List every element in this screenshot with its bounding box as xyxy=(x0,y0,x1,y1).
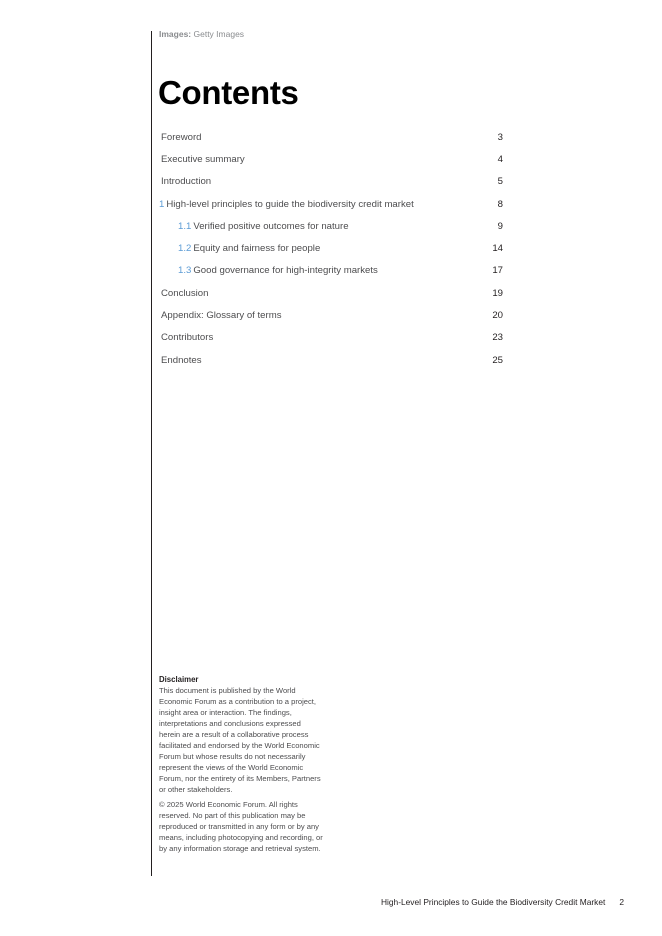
toc-item-number: 1.1 xyxy=(178,220,192,232)
toc-item-label xyxy=(159,221,473,232)
toc-item-label xyxy=(159,154,473,165)
toc-item-text: Conclusion xyxy=(161,287,209,299)
toc-item-text: Executive summary xyxy=(161,153,245,165)
toc-item-label xyxy=(159,310,473,321)
toc-item-appendix[interactable] xyxy=(159,304,503,326)
toc-item-text: Endnotes xyxy=(161,354,202,366)
toc-item-executive-summary[interactable] xyxy=(159,148,503,170)
toc-item-text: Verified positive outcomes for nature xyxy=(193,220,349,232)
table-of-contents xyxy=(159,126,503,371)
toc-item-verified-positive-outcomes[interactable] xyxy=(159,215,503,237)
toc-item-label xyxy=(159,199,473,210)
image-credit xyxy=(159,29,244,39)
toc-item-equity-and-fairness[interactable] xyxy=(159,237,503,259)
toc-item-good-governance[interactable] xyxy=(159,260,503,282)
toc-item-page: 14 xyxy=(492,243,503,255)
toc-item-label xyxy=(159,265,473,276)
disclaimer xyxy=(159,674,324,858)
toc-item-number: 1.3 xyxy=(178,265,192,277)
page-title: Contents xyxy=(158,74,299,111)
toc-item-label xyxy=(159,243,473,254)
toc-item-page: 4 xyxy=(497,153,503,165)
footer-page-number: 2 xyxy=(619,897,624,907)
toc-item-introduction[interactable] xyxy=(159,171,503,193)
image-credit-value: Getty Images xyxy=(193,29,245,39)
vertical-rule xyxy=(151,31,152,876)
toc-item-page: 5 xyxy=(497,176,503,188)
page-footer xyxy=(330,897,624,907)
image-credit-label: Images: xyxy=(159,29,192,39)
toc-item-label xyxy=(159,176,473,187)
toc-item-high-level-principles[interactable] xyxy=(159,193,503,215)
toc-item-endnotes[interactable] xyxy=(159,349,503,371)
disclaimer-body: This document is published by the World Economic Forum as a contribution to a project, insight area or interaction. The findings, interpretations and conclusions expressed herein are a result of a collaborative process facilitated and endorsed by the World Economic Forum but whose results do not necessarily represent the views of the World Economic Forum, nor the entirety of its Members, Partners or other stakeholders. xyxy=(159,686,321,794)
toc-item-page: 20 xyxy=(492,310,503,322)
toc-item-text: Introduction xyxy=(161,176,212,188)
footer-title: High-Level Principles to Guide the Biodiversity Credit Market xyxy=(380,897,606,907)
toc-item-page: 17 xyxy=(492,265,503,277)
disclaimer-heading: Disclaimer xyxy=(159,675,199,684)
toc-item-page: 9 xyxy=(497,220,503,232)
toc-item-label xyxy=(159,355,473,366)
toc-item-label xyxy=(159,288,473,299)
toc-item-label xyxy=(159,132,473,143)
toc-item-page: 19 xyxy=(492,287,503,299)
toc-item-text: Appendix: Glossary of terms xyxy=(161,310,282,322)
toc-item-conclusion[interactable] xyxy=(159,282,503,304)
toc-item-number: 1.2 xyxy=(178,243,192,255)
toc-item-label xyxy=(159,332,473,343)
toc-item-text: Equity and fairness for people xyxy=(193,243,321,255)
toc-item-page: 3 xyxy=(497,131,503,143)
toc-item-number: 1 xyxy=(159,198,165,210)
toc-item-foreword[interactable] xyxy=(159,126,503,148)
toc-item-contributors[interactable] xyxy=(159,327,503,349)
toc-item-text: Foreword xyxy=(161,131,202,143)
toc-item-page: 23 xyxy=(492,332,503,344)
toc-item-page: 8 xyxy=(497,198,503,210)
copyright-notice: © 2025 World Economic Forum. All rights reserved. No part of this publication may be reproduced or transmitted in any form or by any means, including photocopying and recording, or by any information storage and retrieval system. xyxy=(159,800,323,853)
toc-item-text: High-level principles to guide the biodiversity credit market xyxy=(166,198,414,210)
toc-item-text: Contributors xyxy=(161,332,214,344)
toc-item-text: Good governance for high-integrity markets xyxy=(193,265,378,277)
toc-item-page: 25 xyxy=(492,354,503,366)
